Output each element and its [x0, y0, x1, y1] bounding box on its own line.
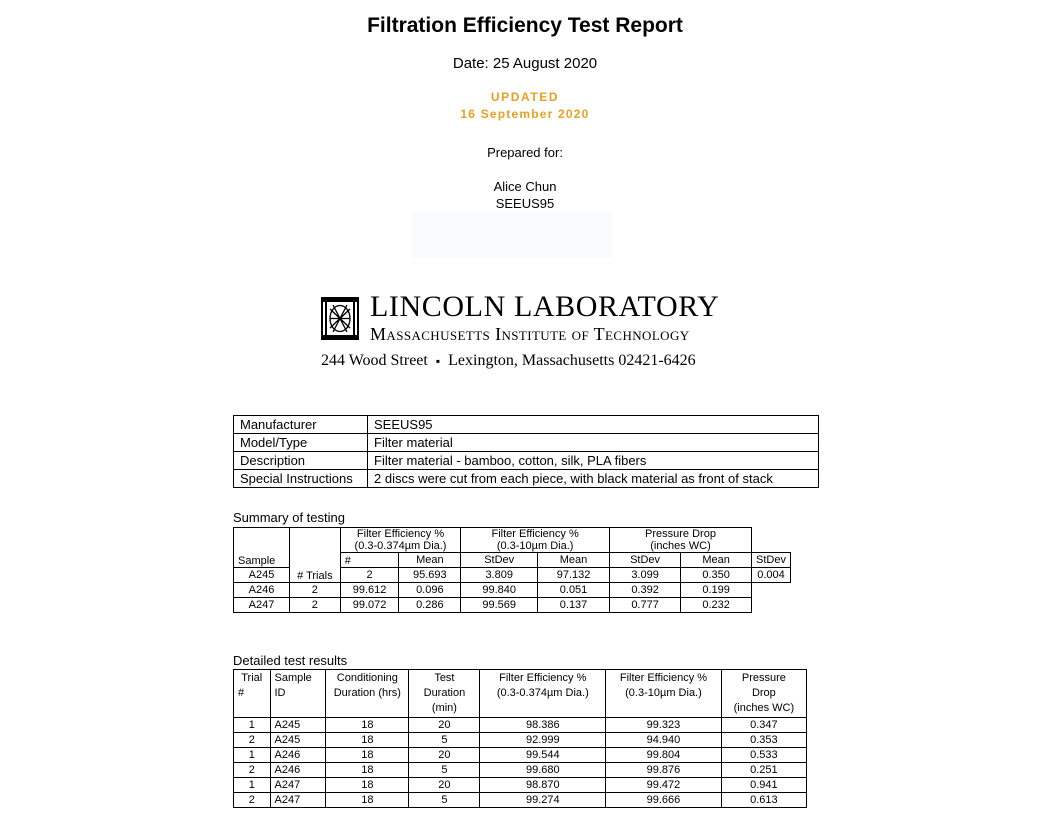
- detailed-caption: Detailed test results: [233, 653, 348, 668]
- detailed-cell: 92.999: [480, 733, 606, 748]
- summary-cell: 3.099: [609, 568, 680, 583]
- detailed-col-pd-line3: (inches WC): [733, 702, 795, 714]
- summary-col-trials: # Trials: [289, 528, 340, 583]
- detailed-col-pressure: [721, 670, 806, 718]
- detailed-cell: A245: [270, 718, 326, 733]
- detailed-col-trial-line1: Trial: [241, 672, 263, 684]
- detailed-cell: 20: [409, 718, 480, 733]
- summary-cell: 2: [289, 583, 340, 598]
- summary-cell: 99.072: [340, 598, 399, 613]
- detailed-cell: 2: [234, 793, 271, 808]
- summary-cell: 0.051: [538, 583, 610, 598]
- table-row: [234, 733, 807, 748]
- table-row: [234, 718, 807, 733]
- summary-cell: 95.693: [399, 568, 461, 583]
- detailed-cell: 98.870: [480, 778, 606, 793]
- summary-table: [233, 527, 791, 613]
- summary-sub-mean: Mean: [538, 553, 610, 568]
- report-date: Date: 25 August 2020: [452, 55, 598, 72]
- detailed-col-conditioning: [326, 670, 409, 718]
- summary-cell: 0.096: [399, 583, 461, 598]
- client-company: SEEUS95: [495, 196, 555, 211]
- summary-cell: 0.004: [752, 568, 791, 583]
- detailed-cell: 99.804: [606, 748, 722, 763]
- summary-cell: 0.350: [681, 568, 752, 583]
- detailed-cell: 1: [234, 718, 271, 733]
- summary-col-sample: Sample: [234, 528, 290, 568]
- detailed-cell: 18: [326, 793, 409, 808]
- detailed-col-test-line1: Test: [434, 672, 455, 684]
- summary-cell: A246: [234, 583, 290, 598]
- detailed-col-trial: [234, 670, 271, 718]
- detailed-cell: 1: [234, 778, 271, 793]
- detailed-col-fe1-line1: Filter Efficiency %: [499, 672, 587, 684]
- detailed-cell: 99.323: [606, 718, 722, 733]
- summary-cell: 99.569: [461, 598, 538, 613]
- detailed-cell: 5: [409, 763, 480, 778]
- table-row: [234, 452, 819, 470]
- table-row: [234, 778, 807, 793]
- summary-group-fe1-line2: (0.3-0.374µm Dia.): [354, 540, 447, 552]
- sample-info-table: [233, 415, 819, 488]
- summary-cell: 0.777: [609, 598, 680, 613]
- summary-col-sample-num: #: [340, 553, 399, 568]
- detailed-cell: 0.613: [721, 793, 806, 808]
- detailed-cell: 0.251: [721, 763, 806, 778]
- summary-group-pd-line2: (inches WC): [650, 540, 711, 552]
- detailed-cell: 18: [326, 778, 409, 793]
- detailed-cell: 18: [326, 748, 409, 763]
- detailed-cell: A247: [270, 793, 326, 808]
- report-title: Filtration Efficiency Test Report: [367, 14, 683, 37]
- summary-group-pd-line1: Pressure Drop: [645, 528, 716, 540]
- detailed-cell: 0.353: [721, 733, 806, 748]
- summary-group-fe2-line2: (0.3-10µm Dia.): [496, 540, 574, 552]
- lab-institution: Massachusetts Institute of Technology: [370, 324, 690, 344]
- table-row: [234, 583, 791, 598]
- detailed-col-test-line3: (min): [431, 702, 457, 714]
- detailed-col-fe2-line1: Filter Efficiency %: [619, 672, 708, 684]
- detailed-cell: 5: [409, 793, 480, 808]
- summary-group-pd: [609, 528, 751, 553]
- info-key: Manufacturer: [234, 416, 368, 434]
- table-row: [234, 793, 807, 808]
- table-row: [234, 416, 819, 434]
- summary-group-fe2: [461, 528, 610, 553]
- client-name: Alice Chun: [493, 179, 557, 194]
- detailed-col-sample-line2: ID: [274, 687, 286, 699]
- summary-cell: A247: [234, 598, 290, 613]
- detailed-cell: 99.680: [480, 763, 606, 778]
- detailed-cell: 18: [326, 763, 409, 778]
- detailed-cell: A246: [270, 748, 326, 763]
- summary-caption: Summary of testing: [233, 510, 345, 525]
- table-row: [234, 434, 819, 452]
- detailed-col-pd-line2: Drop: [751, 687, 776, 699]
- detailed-cell: 99.666: [606, 793, 722, 808]
- table-row: [234, 748, 807, 763]
- detailed-header-row: [234, 670, 807, 718]
- summary-cell: 99.840: [461, 583, 538, 598]
- detailed-table: [233, 669, 807, 808]
- info-value: 2 discs were cut from each piece, with black material as front of stack: [368, 470, 819, 488]
- detailed-cell: A247: [270, 778, 326, 793]
- info-key: Model/Type: [234, 434, 368, 452]
- detailed-cell: 0.347: [721, 718, 806, 733]
- info-value: SEEUS95: [368, 416, 819, 434]
- detailed-cell: 0.533: [721, 748, 806, 763]
- detailed-cell: 99.472: [606, 778, 722, 793]
- summary-cell: 99.612: [340, 583, 399, 598]
- summary-sub-mean: Mean: [399, 553, 461, 568]
- summary-cell: 0.392: [609, 583, 680, 598]
- detailed-cell: 98.386: [480, 718, 606, 733]
- lab-address: [321, 352, 696, 370]
- summary-sub-mean: Mean: [681, 553, 752, 568]
- detailed-cell: 0.941: [721, 778, 806, 793]
- detailed-cell: 1: [234, 748, 271, 763]
- summary-sub-stdev: StDev: [609, 553, 680, 568]
- detailed-cell: 18: [326, 718, 409, 733]
- detailed-col-fe1: [480, 670, 606, 718]
- summary-sub-stdev: StDev: [461, 553, 538, 568]
- detailed-cell: 99.274: [480, 793, 606, 808]
- updated-label: UPDATED: [490, 90, 560, 104]
- table-row: [234, 470, 819, 488]
- summary-cell: 0.232: [681, 598, 752, 613]
- detailed-col-conditioning-line1: Conditioning: [336, 672, 398, 684]
- detailed-col-fe2: [606, 670, 722, 718]
- detailed-col-sample-line1: Sample: [274, 672, 312, 684]
- table-row: [234, 598, 791, 613]
- summary-cell: A245: [234, 568, 290, 583]
- table-row: [234, 763, 807, 778]
- detailed-cell: 2: [234, 733, 271, 748]
- detailed-col-pd-line1: Pressure: [741, 672, 786, 684]
- detailed-cell: A246: [270, 763, 326, 778]
- info-key: Description: [234, 452, 368, 470]
- summary-header-row: [234, 528, 791, 553]
- prepared-for-label: Prepared for:: [487, 145, 563, 160]
- detailed-col-fe2-line2: (0.3-10µm Dia.): [625, 687, 702, 699]
- detailed-col-sample: [270, 670, 326, 718]
- summary-group-fe1-line1: Filter Efficiency %: [356, 528, 445, 540]
- info-value: Filter material: [368, 434, 819, 452]
- address-bullet: ▪: [435, 354, 441, 368]
- detailed-col-test-duration: [409, 670, 480, 718]
- detailed-col-test-line2: Duration: [423, 687, 466, 699]
- blank-region: [412, 212, 612, 258]
- detailed-cell: A245: [270, 733, 326, 748]
- summary-cell: 2: [340, 568, 399, 583]
- info-key: Special Instructions: [234, 470, 368, 488]
- detailed-col-trial-line2: #: [238, 687, 245, 699]
- detailed-cell: 20: [409, 748, 480, 763]
- info-value: Filter material - bamboo, cotton, silk, PLA fibers: [368, 452, 819, 470]
- detailed-cell: 2: [234, 763, 271, 778]
- summary-sub-stdev: StDev: [752, 553, 791, 568]
- lincoln-lab-emblem-icon: [321, 297, 359, 340]
- updated-date: 16 September 2020: [460, 107, 590, 121]
- detailed-col-conditioning-line2: Duration (hrs): [333, 687, 401, 699]
- summary-cell: 3.809: [461, 568, 538, 583]
- summary-cell: 2: [289, 598, 340, 613]
- lab-name: LINCOLN LABORATORY: [370, 290, 720, 323]
- summary-group-fe1: [340, 528, 461, 553]
- summary-group-fe2-line1: Filter Efficiency %: [491, 528, 579, 540]
- address-street: 244 Wood Street: [321, 352, 428, 369]
- detailed-cell: 99.876: [606, 763, 722, 778]
- summary-cell: 0.286: [399, 598, 461, 613]
- detailed-cell: 5: [409, 733, 480, 748]
- detailed-col-fe1-line2: (0.3-0.374µm Dia.): [496, 687, 589, 699]
- detailed-cell: 94.940: [606, 733, 722, 748]
- summary-cell: 0.199: [681, 583, 752, 598]
- detailed-cell: 99.544: [480, 748, 606, 763]
- detailed-cell: 18: [326, 733, 409, 748]
- summary-cell: 97.132: [538, 568, 610, 583]
- detailed-cell: 20: [409, 778, 480, 793]
- address-city: Lexington, Massachusetts 02421-6426: [448, 352, 696, 369]
- summary-cell: 0.137: [538, 598, 610, 613]
